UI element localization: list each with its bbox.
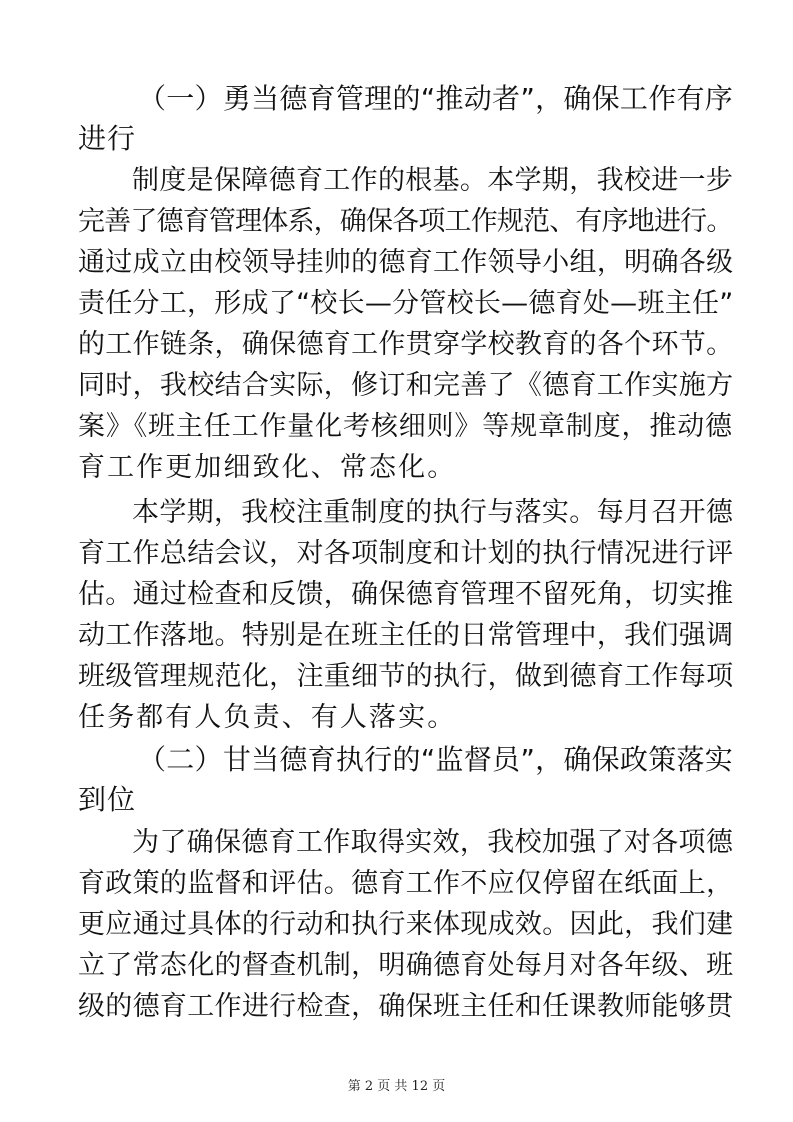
paragraph-1-line-1: 制度是保障德育工作的根基。本学期，我校进一步 (132, 165, 734, 196)
paragraph-1-line-8: 育工作更加细致化、常态化。 (78, 452, 457, 483)
section-heading-2-line-1: （二）甘当德育执行的“监督员”，确保政策落实 (138, 743, 734, 776)
paragraph-2-line-3: 估。通过检查和反馈，确保德育管理不留死角，切实推 (78, 579, 734, 610)
paragraph-2-line-2: 育工作总结会议，对各项制度和计划的执行情况进行评 (78, 538, 734, 569)
section-heading-1-line-2: 进行 (78, 122, 137, 155)
paragraph-3-line-3: 更应通过具体的行动和执行来体现成效。因此，我们建 (78, 909, 734, 940)
paragraph-2-line-1: 本学期，我校注重制度的执行与落实。每月召开德 (132, 497, 734, 528)
section-heading-2-line-2: 到位 (78, 783, 137, 816)
paragraph-2-line-5: 班级管理规范化，注重细节的执行，做到德育工作每项 (78, 661, 734, 692)
paragraph-3-line-2: 育政策的监督和评估。德育工作不应仅停留在纸面上， (78, 868, 734, 899)
page-number-footer: 第 2 页 共 12 页 (347, 1079, 446, 1094)
paragraph-1-line-4: 责任分工，形成了“校长—分管校长—德育处—班主任” (78, 288, 734, 319)
paragraph-1-line-2: 完善了德育管理体系，确保各项工作规范、有序地进行。 (78, 206, 733, 237)
section-heading-1-line-1: （一）勇当德育管理的“推动者”，确保工作有序 (138, 82, 734, 115)
paragraph-1-line-6: 同时，我校结合实际，修订和完善了《德育工作实施方 (78, 370, 734, 401)
paragraph-1-line-5: 的工作链条，确保德育工作贯穿学校教育的各个环节。 (78, 329, 734, 360)
paragraph-3-line-1: 为了确保德育工作取得实效，我校加强了对各项德 (132, 827, 734, 858)
paragraph-3-line-5: 级的德育工作进行检查，确保班主任和任课教师能够贯 (78, 991, 734, 1022)
paragraph-1-line-7: 案》《班主任工作量化考核细则》等规章制度，推动德 (78, 411, 733, 442)
paragraph-1-line-3: 通过成立由校领导挂帅的德育工作领导小组，明确各级 (78, 247, 734, 278)
paragraph-3-line-4: 立了常态化的督查机制，明确德育处每月对各年级、班 (78, 950, 734, 981)
paragraph-2-line-4: 动工作落地。特别是在班主任的日常管理中，我们强调 (78, 620, 734, 651)
paragraph-2-line-6: 任务都有人负责、有人落实。 (78, 702, 457, 733)
